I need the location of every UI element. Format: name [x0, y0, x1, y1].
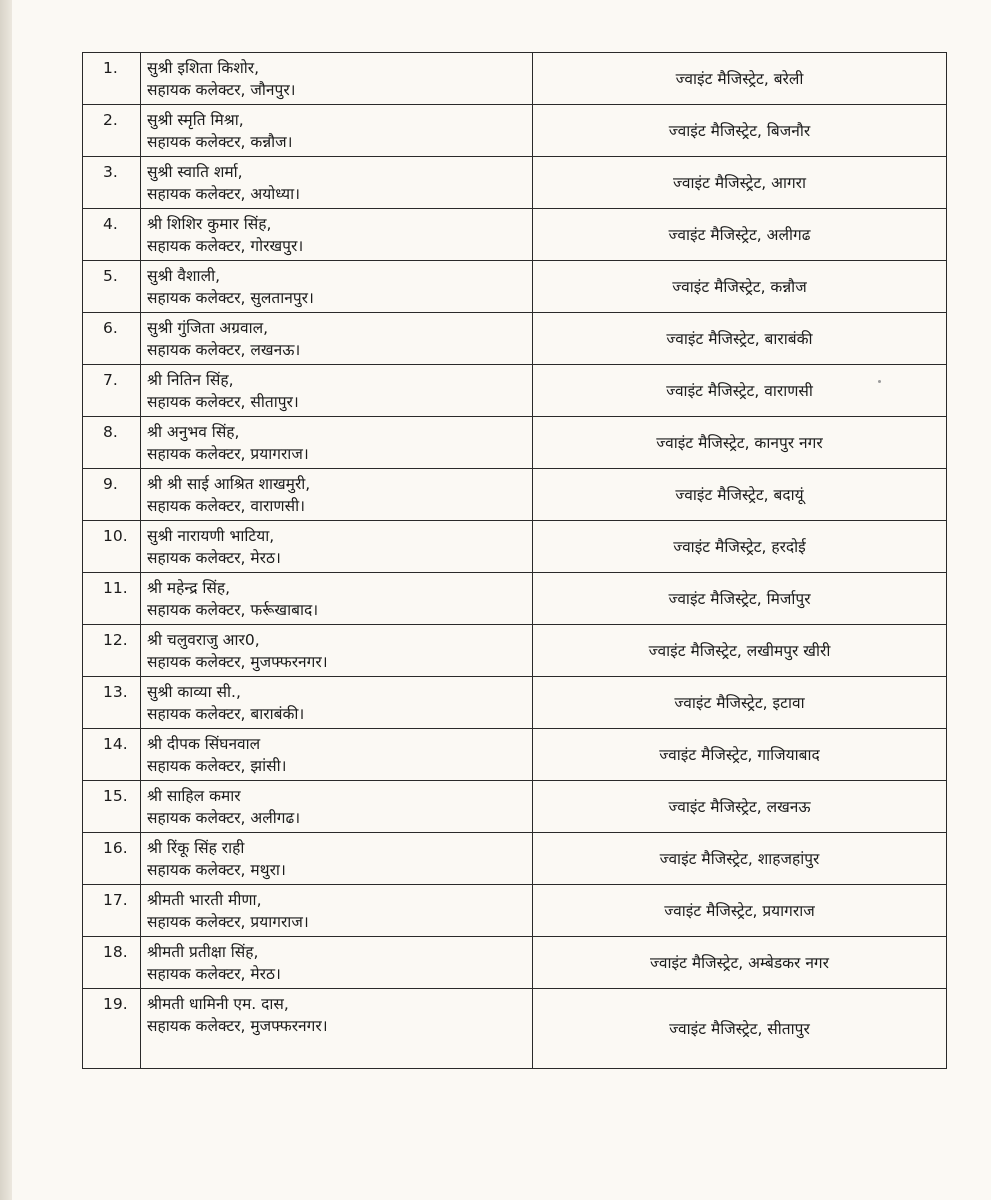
officer-cell	[141, 365, 533, 417]
current-posting: सहायक कलेक्टर, फर्रूखाबाद।	[147, 601, 319, 619]
officer-cell	[141, 885, 533, 937]
table-row	[83, 729, 947, 781]
officer-cell	[141, 521, 533, 573]
serial-number-cell: 18.	[83, 937, 141, 989]
serial-number-cell: 2.	[83, 105, 141, 157]
serial-number-cell: 15.	[83, 781, 141, 833]
new-posting-cell: ज्वाइंट मैजिस्ट्रेट, मिर्जापुर	[533, 573, 947, 625]
serial-number-cell: 17.	[83, 885, 141, 937]
serial-number-cell: 3.	[83, 157, 141, 209]
officer-cell	[141, 625, 533, 677]
officer-name: सुश्री गुंजिता अग्रवाल,	[147, 319, 269, 337]
officer-name: सुश्री इशिता किशोर,	[147, 59, 260, 77]
officer-name: श्रीमती भारती मीणा,	[147, 891, 262, 909]
officer-cell	[141, 53, 533, 105]
new-posting-cell: ज्वाइंट मैजिस्ट्रेट, प्रयागराज	[533, 885, 947, 937]
serial-number-cell: 6.	[83, 313, 141, 365]
table-row	[83, 417, 947, 469]
officer-name: श्री श्री साई आश्रित शाखमुरी,	[147, 475, 311, 493]
table-row	[83, 677, 947, 729]
current-posting: सहायक कलेक्टर, मेरठ।	[147, 549, 281, 567]
table-row	[83, 521, 947, 573]
new-posting-cell: ज्वाइंट मैजिस्ट्रेट, बिजनौर	[533, 105, 947, 157]
serial-number-cell: 19.	[83, 989, 141, 1069]
officer-cell	[141, 105, 533, 157]
table-row	[83, 885, 947, 937]
officer-name: सुश्री स्मृति मिश्रा,	[147, 111, 244, 129]
serial-number-cell: 9.	[83, 469, 141, 521]
officer-name: श्री शिशिर कुमार सिंह,	[147, 215, 272, 233]
table-row	[83, 105, 947, 157]
new-posting-cell: ज्वाइंट मैजिस्ट्रेट, कानपुर नगर	[533, 417, 947, 469]
scan-speck	[878, 380, 881, 383]
table-row	[83, 781, 947, 833]
new-posting-cell: ज्वाइंट मैजिस्ट्रेट, वाराणसी	[533, 365, 947, 417]
serial-number-cell: 4.	[83, 209, 141, 261]
serial-number-cell: 12.	[83, 625, 141, 677]
table-row	[83, 833, 947, 885]
officer-cell	[141, 677, 533, 729]
officer-name: सुश्री वैशाली,	[147, 267, 221, 285]
new-posting-cell: ज्वाइंट मैजिस्ट्रेट, बाराबंकी	[533, 313, 947, 365]
page-edge	[0, 0, 12, 1200]
new-posting-cell: ज्वाइंट मैजिस्ट्रेट, आगरा	[533, 157, 947, 209]
new-posting-cell: ज्वाइंट मैजिस्ट्रेट, हरदोई	[533, 521, 947, 573]
current-posting: सहायक कलेक्टर, मुजफ्फरनगर।	[147, 653, 328, 671]
new-posting-cell: ज्वाइंट मैजिस्ट्रेट, बरेली	[533, 53, 947, 105]
current-posting: सहायक कलेक्टर, सीतापुर।	[147, 393, 299, 411]
officer-name: सुश्री काव्या सी.,	[147, 683, 241, 701]
serial-number-cell: 11.	[83, 573, 141, 625]
new-posting-cell: ज्वाइंट मैजिस्ट्रेट, इटावा	[533, 677, 947, 729]
serial-number-cell: 13.	[83, 677, 141, 729]
table-row	[83, 261, 947, 313]
officer-name: श्रीमती धामिनी एम. दास,	[147, 995, 289, 1013]
serial-number-cell: 1.	[83, 53, 141, 105]
current-posting: सहायक कलेक्टर, झांसी।	[147, 757, 287, 775]
officer-cell	[141, 417, 533, 469]
serial-number-cell: 8.	[83, 417, 141, 469]
table-row	[83, 53, 947, 105]
current-posting: सहायक कलेक्टर, प्रयागराज।	[147, 445, 309, 463]
new-posting-cell: ज्वाइंट मैजिस्ट्रेट, सीतापुर	[533, 989, 947, 1069]
current-posting: सहायक कलेक्टर, मुजफ्फरनगर।	[147, 1017, 328, 1035]
current-posting: सहायक कलेक्टर, मेरठ।	[147, 965, 281, 983]
table-row	[83, 157, 947, 209]
officer-cell	[141, 937, 533, 989]
current-posting: सहायक कलेक्टर, कन्नौज।	[147, 133, 293, 151]
officer-name: श्री रिंकू सिंह राही	[147, 839, 245, 857]
officer-name: सुश्री स्वाति शर्मा,	[147, 163, 243, 181]
posting-table	[82, 52, 947, 1069]
new-posting-cell: ज्वाइंट मैजिस्ट्रेट, बदायूं	[533, 469, 947, 521]
table-row	[83, 313, 947, 365]
officer-cell	[141, 833, 533, 885]
new-posting-cell: ज्वाइंट मैजिस्ट्रेट, अलीगढ	[533, 209, 947, 261]
table-row	[83, 937, 947, 989]
current-posting: सहायक कलेक्टर, लखनऊ।	[147, 341, 301, 359]
officer-cell	[141, 209, 533, 261]
new-posting-cell: ज्वाइंट मैजिस्ट्रेट, गाजियाबाद	[533, 729, 947, 781]
officer-name: श्रीमती प्रतीक्षा सिंह,	[147, 943, 259, 961]
serial-number-cell: 7.	[83, 365, 141, 417]
officer-cell	[141, 469, 533, 521]
serial-number-cell: 16.	[83, 833, 141, 885]
new-posting-cell: ज्वाइंट मैजिस्ट्रेट, लखनऊ	[533, 781, 947, 833]
officer-cell	[141, 989, 533, 1069]
new-posting-cell: ज्वाइंट मैजिस्ट्रेट, लखीमपुर खीरी	[533, 625, 947, 677]
current-posting: सहायक कलेक्टर, अलीगढ।	[147, 809, 301, 827]
serial-number-cell: 10.	[83, 521, 141, 573]
new-posting-cell: ज्वाइंट मैजिस्ट्रेट, कन्नौज	[533, 261, 947, 313]
new-posting-cell: ज्वाइंट मैजिस्ट्रेट, शाहजहांपुर	[533, 833, 947, 885]
table-row	[83, 469, 947, 521]
officer-name: श्री साहिल कमार	[147, 787, 241, 805]
current-posting: सहायक कलेक्टर, वाराणसी।	[147, 497, 305, 515]
officer-cell	[141, 313, 533, 365]
table-body	[83, 53, 947, 1069]
table-row	[83, 365, 947, 417]
officer-cell	[141, 729, 533, 781]
officer-name: श्री नितिन सिंह,	[147, 371, 234, 389]
table-row	[83, 989, 947, 1069]
table-row	[83, 625, 947, 677]
table-row	[83, 573, 947, 625]
officer-cell	[141, 781, 533, 833]
serial-number-cell: 5.	[83, 261, 141, 313]
officer-name: श्री अनुभव सिंह,	[147, 423, 240, 441]
new-posting-cell: ज्वाइंट मैजिस्ट्रेट, अम्बेडकर नगर	[533, 937, 947, 989]
officer-name: श्री महेन्द्र सिंह,	[147, 579, 231, 597]
current-posting: सहायक कलेक्टर, गोरखपुर।	[147, 237, 304, 255]
serial-number-cell: 14.	[83, 729, 141, 781]
current-posting: सहायक कलेक्टर, बाराबंकी।	[147, 705, 305, 723]
current-posting: सहायक कलेक्टर, मथुरा।	[147, 861, 286, 879]
officer-cell	[141, 573, 533, 625]
officer-cell	[141, 261, 533, 313]
table-row	[83, 209, 947, 261]
officer-name: सुश्री नारायणी भाटिया,	[147, 527, 275, 545]
officer-name: श्री दीपक सिंघनवाल	[147, 735, 261, 753]
current-posting: सहायक कलेक्टर, जौनपुर।	[147, 81, 296, 99]
current-posting: सहायक कलेक्टर, अयोध्या।	[147, 185, 300, 203]
current-posting: सहायक कलेक्टर, सुलतानपुर।	[147, 289, 314, 307]
officer-name: श्री चलुवराजु आर0,	[147, 631, 260, 649]
current-posting: सहायक कलेक्टर, प्रयागराज।	[147, 913, 309, 931]
officer-cell	[141, 157, 533, 209]
